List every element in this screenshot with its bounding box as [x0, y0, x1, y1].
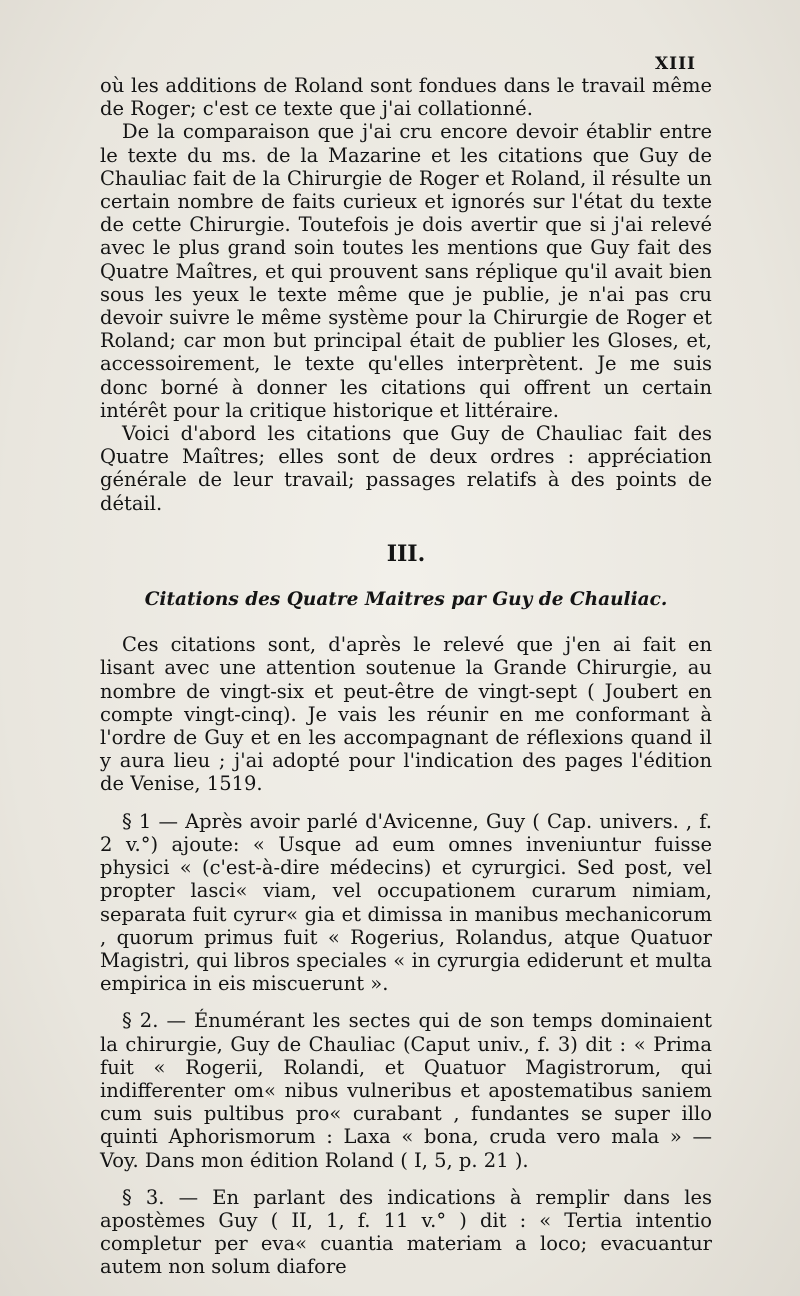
- section-heading: III.: [386, 540, 426, 567]
- paragraph-comparison: De la comparaison que j'ai cru encore devoir établir entre le texte du ms. de la Mazarine et les citations que Guy de Chauliac fait de la Chirurgie de Roger et Roland, il résulte un certain nombre de faits curieux et ignorés sur l'état du texte de cette Chirurgie. Toutefois je dois avertir que si j'ai relevé avec le plus grand soin toutes les mentions que Guy fait des Quatre Maîtres, et qui prouvent sans réplique qu'il avait bien sous les yeux le texte même que je publie, je n'ai pas cru devoir suivre le même système pour la Chirurgie de Roger et Roland; car mon but principal était de publier les Gloses, et, accessoirement, le texte qu'elles interprètent. Je me suis donc borné à donner les citations qui offrent un certain intérêt pour la critique historique et littéraire.: [100, 120, 712, 422]
- paragraph-citations-count: Ces citations sont, d'après le relevé que j'en ai fait en lisant avec une attention soutenue la Grande Chirurgie, au nombre de vingt-six et peut-être de vingt-sept ( Joubert en compte vingt-cinq). Je vais les réunir en me conformant à l'ordre de Guy et en les accompagnant de réflexions quand il y aura lieu ; j'ai adopté pour l'indication des pages l'édition de Venise, 1519.: [100, 633, 712, 796]
- citation-section-1: § 1 — Après avoir parlé d'Avicenne, Guy ( Cap. univers. , f. 2 v.°) ajoute: « Usque ad eum omnes inveniuntur fuisse physici « (c'est-à-dire médecins) et cyrurgici. Sed post, vel propter lasci« viam, vel occupationem curarum nimiam, separata fuit cyrur« gia et dimissa in manibus mechanicorum , quorum primus fuit « Rogerius, Rolandus, atque Quatuor Magistri, qui libros speciales « in cyrurgia ediderunt et multa empirica in eis miscuerunt ».: [100, 809, 712, 996]
- page-body: [100, 74, 712, 1279]
- citation-section-3: § 3. — En parlant des indications à remplir dans les apostèmes Guy ( II, 1, f. 11 v.° ) dit : « Tertia intentio completur per eva« cuantia materiam a loco; evacuantur autem non solum diafore: [100, 1185, 712, 1279]
- citation-section-2: § 2. — Énumérant les sectes qui de son temps dominaient la chirurgie, Guy de Chauliac (Caput univ., f. 3) dit : « Prima fuit « Rogerii, Rolandi, et Quatuor Magistrorum, qui indifferenter om« nibus vulneribus et apostematibus saniem cum suis pultibus pro« curabant , fundantes se super illo quinti Aphorismorum : Laxa « bona, cruda vero mala » — Voy. Dans mon édition Roland ( I, 5, p. 21 ).: [100, 1009, 712, 1172]
- section-subheading: Citations des Quatre Maitres par Guy de Chauliac.: [144, 589, 668, 611]
- page-folio: XIII: [654, 54, 696, 74]
- paragraph-citations-intro: Voici d'abord les citations que Guy de Chauliac fait des Quatre Maîtres; elles sont de deux ordres : appréciation générale de leur travail; passages relatifs à des points de détail.: [100, 422, 712, 515]
- paragraph-continuation: où les additions de Roland sont fondues dans le travail même de Roger; c'est ce texte que j'ai collationné.: [100, 74, 712, 121]
